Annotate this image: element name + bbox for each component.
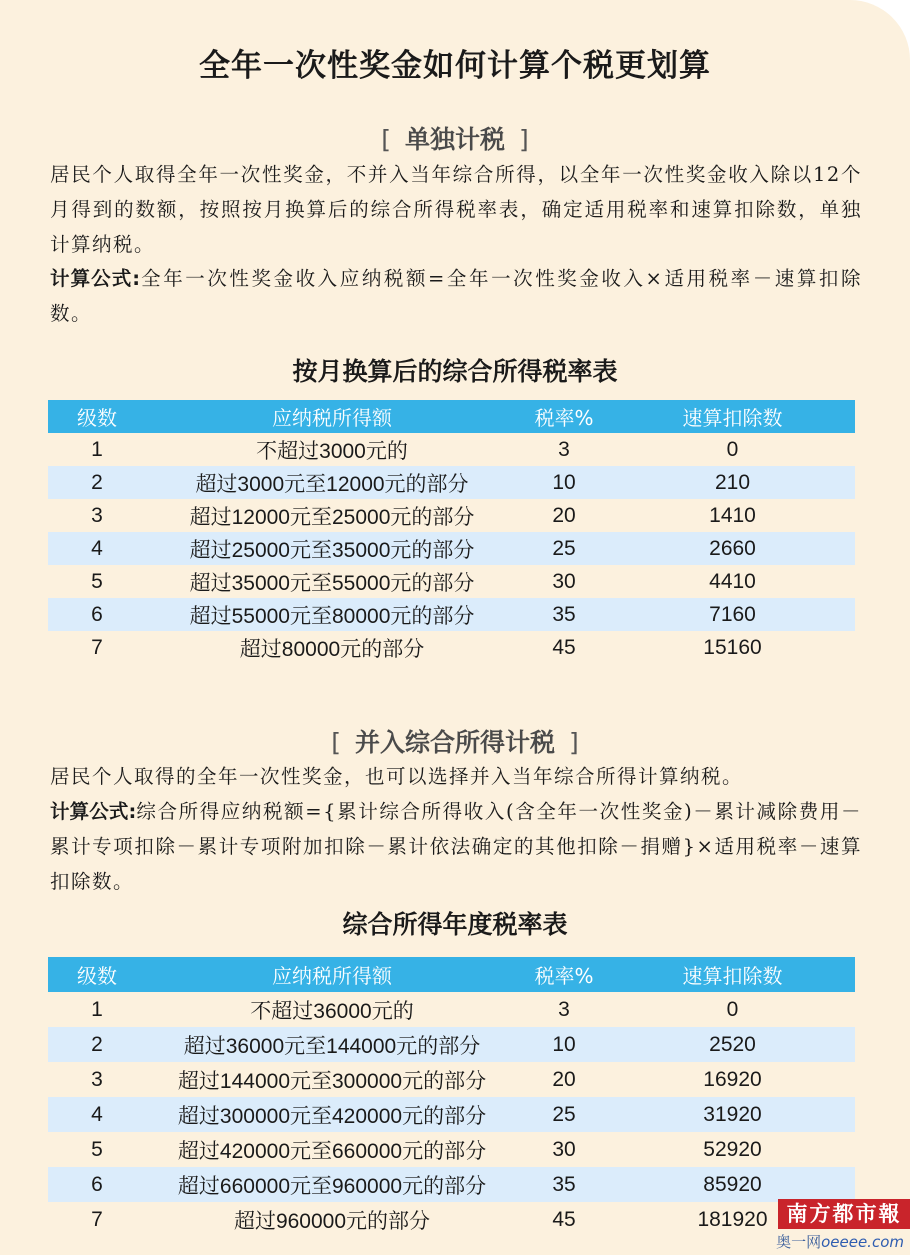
website-prefix: 奥一网 bbox=[776, 1233, 822, 1251]
cell-deduction: 4410 bbox=[709, 569, 756, 593]
monthly-table-title: 按月换算后的综合所得税率表 bbox=[292, 357, 618, 386]
cell-level: 3 bbox=[91, 503, 103, 527]
header-deduction: 速算扣除数 bbox=[610, 400, 855, 433]
cell-income: 超过55000元至80000元的部分 bbox=[146, 598, 518, 631]
bracket-open: [ bbox=[381, 125, 391, 154]
cell-deduction: 210 bbox=[610, 466, 855, 499]
cell-rate: 45 bbox=[552, 1207, 576, 1231]
section-heading-text: 单独计税 bbox=[404, 125, 505, 154]
table-row bbox=[48, 1097, 855, 1132]
formula-label: 计算公式: bbox=[50, 800, 137, 823]
cell-level: 7 bbox=[91, 635, 103, 659]
cell-deduction: 1410 bbox=[709, 503, 756, 527]
cell-level: 6 bbox=[48, 1167, 146, 1202]
cell-level: 4 bbox=[48, 532, 146, 565]
cell-income: 不超过3000元的 bbox=[256, 439, 408, 463]
header-rate: 税率% bbox=[518, 957, 610, 992]
cell-deduction: 2660 bbox=[610, 532, 855, 565]
monthly-rate-table bbox=[48, 400, 855, 664]
table-row bbox=[48, 1167, 855, 1202]
cell-level: 2 bbox=[48, 1027, 146, 1062]
cell-income: 超过660000元至960000元的部分 bbox=[146, 1167, 518, 1202]
section1-formula bbox=[50, 261, 862, 331]
table-row bbox=[48, 1027, 855, 1062]
section-heading-text: 并入综合所得计税 bbox=[354, 728, 555, 757]
newspaper-logo: 南方都市報 bbox=[778, 1199, 910, 1229]
cell-rate: 30 bbox=[552, 569, 576, 593]
cell-rate: 20 bbox=[552, 503, 576, 527]
annual-table-title: 综合所得年度税率表 bbox=[342, 910, 568, 939]
header-taxable-income: 应纳税所得额 bbox=[146, 400, 518, 433]
table-header-row bbox=[48, 400, 855, 433]
cell-rate: 25 bbox=[518, 1097, 610, 1132]
cell-rate: 25 bbox=[518, 532, 610, 565]
table-row bbox=[48, 1062, 855, 1097]
cell-deduction: 7160 bbox=[610, 598, 855, 631]
cell-rate: 10 bbox=[518, 1027, 610, 1062]
cell-deduction: 2520 bbox=[610, 1027, 855, 1062]
cell-income: 超过420000元至660000元的部分 bbox=[177, 1139, 487, 1163]
cell-deduction: 0 bbox=[726, 437, 739, 461]
formula-text: 全年一次性奖金收入应纳税额=全年一次性奖金收入×适用税率－速算扣除数。 bbox=[50, 267, 862, 325]
cell-rate: 20 bbox=[552, 1067, 576, 1091]
header-level: 级数 bbox=[48, 400, 146, 433]
header-deduction: 速算扣除数 bbox=[610, 957, 855, 992]
cell-deduction: 31920 bbox=[610, 1097, 855, 1132]
table-header-row bbox=[48, 957, 855, 992]
cell-income: 不超过36000元的 bbox=[250, 999, 414, 1023]
cell-rate: 45 bbox=[552, 635, 576, 659]
cell-income: 超过300000元至420000元的部分 bbox=[146, 1097, 518, 1132]
cell-deduction: 15160 bbox=[703, 635, 762, 659]
bracket-open: [ bbox=[331, 728, 341, 757]
cell-rate: 35 bbox=[518, 1167, 610, 1202]
website-credit bbox=[776, 1231, 904, 1252]
cell-income: 超过36000元至144000元的部分 bbox=[146, 1027, 518, 1062]
table-row bbox=[48, 433, 855, 466]
table-row bbox=[48, 466, 855, 499]
header-taxable-income: 应纳税所得额 bbox=[146, 957, 518, 992]
cell-rate: 35 bbox=[518, 598, 610, 631]
website-domain: oeeee.com bbox=[821, 1233, 904, 1251]
header-level: 级数 bbox=[48, 957, 146, 992]
section-heading-separate bbox=[0, 120, 910, 156]
cell-deduction: 52920 bbox=[703, 1137, 762, 1161]
table-row bbox=[48, 532, 855, 565]
cell-income: 超过80000元的部分 bbox=[239, 637, 425, 661]
section2-description: 居民个人取得的全年一次性奖金，也可以选择并入当年综合所得计算纳税。 bbox=[50, 765, 744, 788]
cell-level: 4 bbox=[48, 1097, 146, 1132]
cell-level: 2 bbox=[48, 466, 146, 499]
cell-level: 5 bbox=[91, 1137, 103, 1161]
cell-level: 1 bbox=[91, 437, 103, 461]
cell-income: 超过12000元至25000元的部分 bbox=[189, 505, 475, 529]
table-row bbox=[48, 1132, 855, 1167]
table-row bbox=[48, 598, 855, 631]
cell-deduction: 85920 bbox=[610, 1167, 855, 1202]
cell-income: 超过35000元至55000元的部分 bbox=[189, 571, 475, 595]
cell-level: 3 bbox=[91, 1067, 103, 1091]
cell-income: 超过25000元至35000元的部分 bbox=[146, 532, 518, 565]
section1-description: 居民个人取得全年一次性奖金，不并入当年综合所得，以全年一次性奖金收入除以12个月得到的数额，按照按月换算后的综合所得税率表，确定适用税率和速算扣除数，单独计算纳税。 bbox=[50, 163, 862, 256]
newspaper-watermark bbox=[770, 1199, 910, 1255]
bracket-close: ] bbox=[569, 728, 579, 757]
cell-level: 7 bbox=[91, 1207, 103, 1231]
table-row bbox=[48, 992, 855, 1027]
bracket-close: ] bbox=[519, 125, 529, 154]
cell-rate: 10 bbox=[518, 466, 610, 499]
cell-deduction: 16920 bbox=[703, 1067, 762, 1091]
section-heading-combined bbox=[0, 723, 910, 759]
header-rate: 税率% bbox=[518, 400, 610, 433]
cell-rate: 3 bbox=[558, 997, 570, 1021]
cell-level: 5 bbox=[91, 569, 103, 593]
cell-income: 超过3000元至12000元的部分 bbox=[146, 466, 518, 499]
table-row bbox=[48, 499, 855, 532]
formula-text: 综合所得应纳税额={累计综合所得收入(含全年一次性奖金)－累计减除费用－累计专项扣除－累计专项附加扣除－累计依法确定的其他扣除－捐赠}×适用税率－速算扣除数。 bbox=[50, 800, 862, 893]
cell-level: 1 bbox=[91, 997, 103, 1021]
formula-label: 计算公式: bbox=[50, 267, 141, 290]
cell-rate: 30 bbox=[552, 1137, 576, 1161]
cell-deduction: 0 bbox=[726, 997, 739, 1021]
cell-deduction: 181920 bbox=[697, 1207, 768, 1231]
section2-formula bbox=[50, 794, 862, 899]
annual-rate-table bbox=[48, 957, 855, 1237]
cell-income: 超过144000元至300000元的部分 bbox=[177, 1069, 487, 1093]
cell-rate: 3 bbox=[558, 437, 570, 461]
cell-level: 6 bbox=[48, 598, 146, 631]
table-row bbox=[48, 1202, 855, 1237]
page-title: 全年一次性奖金如何计算个税更划算 bbox=[199, 48, 711, 84]
cell-income: 超过960000元的部分 bbox=[233, 1209, 431, 1233]
table-row bbox=[48, 565, 855, 598]
table-row bbox=[48, 631, 855, 664]
